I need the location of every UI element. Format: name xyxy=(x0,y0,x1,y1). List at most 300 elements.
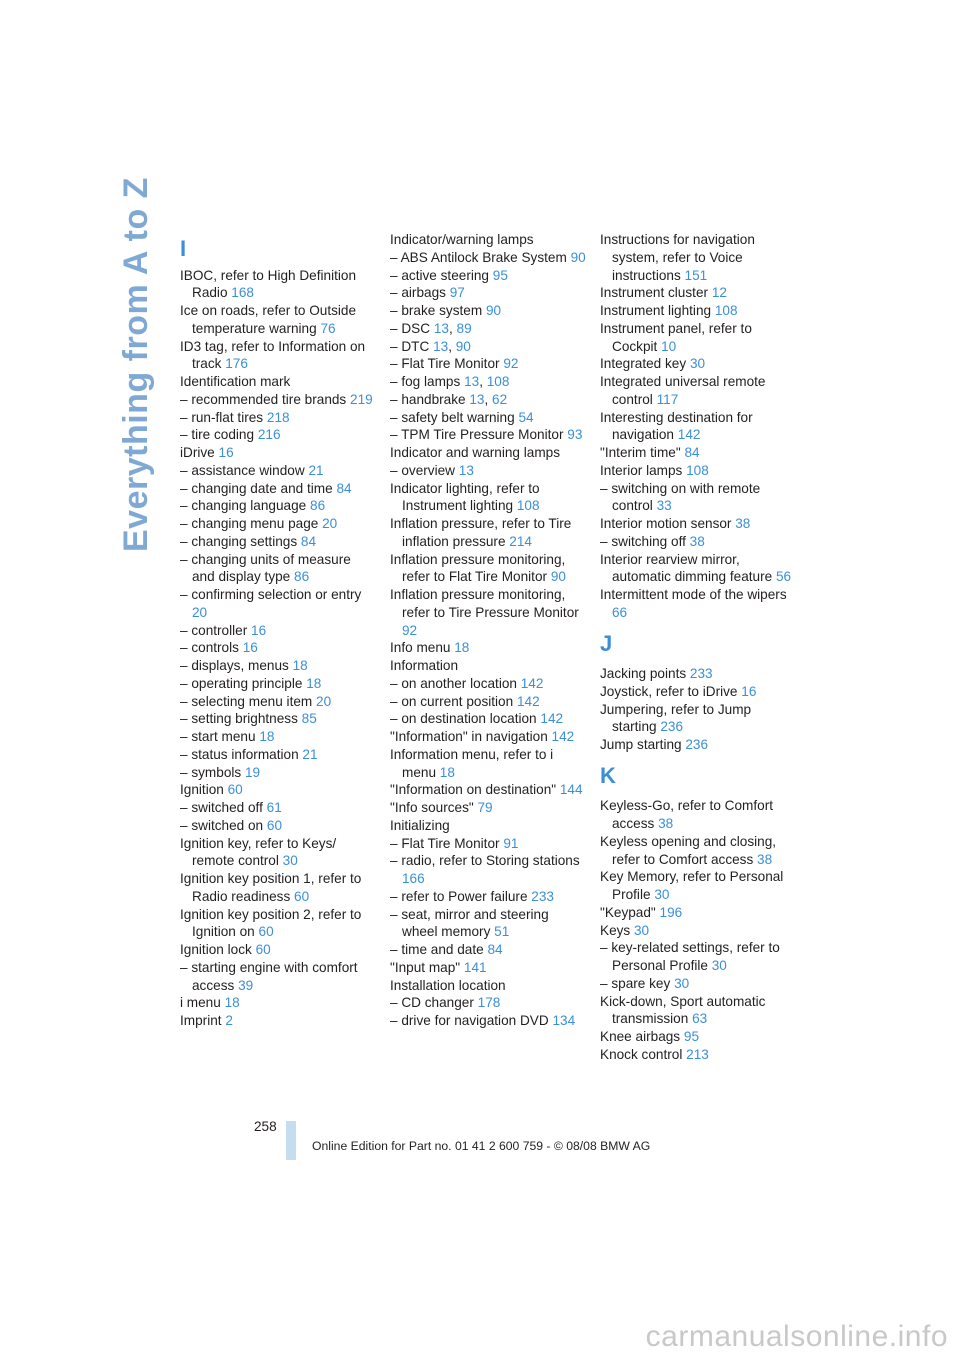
index-entry-text: Interior lamps xyxy=(600,462,687,478)
index-entry xyxy=(180,497,376,515)
index-entry-text: – refer to Power failure xyxy=(390,888,532,904)
page-reference-link[interactable]: 30 xyxy=(711,958,727,973)
index-entry-text: Ignition key position 2, refer to Ignition on xyxy=(180,906,362,940)
index-entry xyxy=(390,693,586,711)
index-entry xyxy=(390,1012,586,1030)
index-entry xyxy=(600,320,796,356)
index-entry-text: Jacking points xyxy=(600,666,690,681)
index-entry xyxy=(390,675,586,693)
page-reference-link[interactable]: 142 xyxy=(520,675,544,691)
page-reference-link[interactable]: 13 xyxy=(458,462,474,478)
index-entry-text: – ABS Antilock Brake System xyxy=(390,249,571,265)
page-reference-link[interactable]: 108 xyxy=(516,498,540,514)
index-entry-text: Inflation pressure monitoring, refer to Tire Pressure Monitor xyxy=(390,587,579,620)
index-entry xyxy=(600,462,796,480)
page-reference-link[interactable]: 30 xyxy=(282,853,298,869)
index-entry xyxy=(600,939,796,975)
index-entry-text: Instrument lighting xyxy=(600,303,715,318)
index-entry-text: – operating principle xyxy=(180,675,307,691)
index-entry xyxy=(390,959,586,977)
index-entry-text: – status information xyxy=(180,746,303,762)
index-entry-text: – overview xyxy=(390,462,459,478)
index-entry xyxy=(600,797,796,833)
page-reference-link[interactable]: 86 xyxy=(294,569,310,585)
index-entry xyxy=(600,409,796,445)
page-reference-link[interactable]: 16 xyxy=(251,622,267,638)
index-entry-text: – start menu xyxy=(180,729,260,744)
index-entry xyxy=(390,728,586,746)
page-reference-link[interactable]: 108 xyxy=(714,303,738,318)
index-entry xyxy=(600,736,796,754)
page-reference-link[interactable]: 93 xyxy=(567,427,583,443)
index-entry xyxy=(390,994,586,1012)
index-entry-text: – run-flat tires xyxy=(180,409,267,425)
index-entry-text: Key Memory, refer to Personal Profile xyxy=(600,869,784,902)
side-title-text: Everything from A to Z xyxy=(117,177,155,552)
index-entry-text: i menu xyxy=(180,995,225,1011)
index-entry-text: Indicator/warning lamps xyxy=(390,232,534,247)
page-reference-link[interactable]: 63 xyxy=(692,1011,708,1027)
index-entry xyxy=(180,409,376,427)
index-entry-text: – controls xyxy=(180,640,243,656)
page-reference-link[interactable]: 196 xyxy=(659,904,683,920)
index-entry-text: Installation location xyxy=(390,977,506,993)
page-reference-link[interactable]: 84 xyxy=(684,445,700,460)
page-reference-link[interactable]: 21 xyxy=(302,746,318,762)
index-entry xyxy=(600,665,796,683)
index-entry xyxy=(180,586,376,622)
index-entry-text: – changing language xyxy=(180,498,311,514)
index-entry-text: – changing date and time xyxy=(180,480,337,496)
index-entry-text: Ice on roads, refer to Outside temperature warning xyxy=(180,303,357,336)
page-reference-link[interactable]: 84 xyxy=(336,480,352,496)
page-reference-link[interactable]: 76 xyxy=(320,320,336,336)
index-entry-text: Interior rearview mirror, automatic dimming feature xyxy=(600,551,776,585)
page-reference-link[interactable]: 141 xyxy=(463,959,487,975)
page-reference-link[interactable]: 97 xyxy=(449,285,465,301)
index-entry: – DSC 13, 89 xyxy=(390,320,472,336)
index-entry-text: – key-related settings, refer to Personal Profile xyxy=(600,940,780,973)
index-entry-text: – seat, mirror and steering wheel memory xyxy=(390,906,549,940)
index-entry xyxy=(390,231,586,249)
page-reference-link[interactable]: 236 xyxy=(660,719,684,735)
page-reference-link[interactable]: 13 xyxy=(469,391,485,407)
index-entry-text: Instrument cluster xyxy=(600,285,712,301)
page-reference-link[interactable]: 92 xyxy=(503,356,519,372)
index-entry-text: – time and date xyxy=(390,942,488,957)
page-reference-link[interactable]: 19 xyxy=(244,764,261,780)
index-column-2 xyxy=(390,231,586,1030)
index-entry xyxy=(600,1046,796,1064)
index-entry xyxy=(180,657,376,675)
page-reference-link[interactable]: 60 xyxy=(255,942,271,957)
index-entry xyxy=(600,480,796,516)
index-entry-text: Knock control xyxy=(600,1046,687,1062)
page-reference-link[interactable]: 214 xyxy=(509,533,532,549)
page-number: 258 xyxy=(254,1119,277,1134)
index-entry xyxy=(180,515,376,533)
watermark: carmanualsonline.info xyxy=(645,1320,948,1353)
index-entry-text: Ignition xyxy=(180,782,228,798)
page-reference-link[interactable]: 168 xyxy=(231,285,254,301)
index-entry-text: – DSC xyxy=(390,320,434,336)
index-entry xyxy=(180,906,376,942)
index-entry-text: – brake system xyxy=(390,303,486,318)
index-entry xyxy=(390,409,586,427)
page-reference-link[interactable]: 178 xyxy=(477,995,501,1011)
index-entry xyxy=(180,799,376,817)
index-entry xyxy=(390,781,586,799)
page-reference-link[interactable]: 90 xyxy=(485,303,502,318)
side-title xyxy=(115,177,157,552)
page-reference-link[interactable]: 13 xyxy=(433,320,449,336)
index-entry-text: – fog lamps xyxy=(390,374,465,389)
page-reference-link[interactable]: 176 xyxy=(225,356,248,372)
page-reference-link[interactable]: 95 xyxy=(683,1029,700,1044)
index-entry xyxy=(180,338,376,374)
index-entry xyxy=(390,746,586,782)
index-entry-text: "Information" in navigation xyxy=(390,729,552,744)
index-entry-text: Jump starting xyxy=(600,737,686,752)
index-entry-text: "Info sources" xyxy=(390,800,478,815)
index-entry xyxy=(180,480,376,498)
index-entry xyxy=(600,922,796,940)
page-reference-link[interactable]: 151 xyxy=(684,267,708,283)
index-entry xyxy=(180,426,376,444)
index-entry-text: "Keypad" xyxy=(600,904,660,920)
index-entry xyxy=(600,868,796,904)
index-entry xyxy=(390,302,586,320)
page-reference-link[interactable]: 84 xyxy=(487,942,503,957)
page-reference-link[interactable]: 86 xyxy=(310,498,326,514)
page-reference-link[interactable]: 16 xyxy=(741,683,757,699)
index-entry-text: Initializing xyxy=(390,817,450,833)
page-reference-link[interactable]: 218 xyxy=(266,409,290,425)
index-entry xyxy=(180,302,376,338)
index-entry xyxy=(600,515,796,533)
index-entry xyxy=(390,586,586,639)
index-entry xyxy=(180,941,376,959)
index-letter-heading: J xyxy=(600,630,613,656)
page-reference-link[interactable]: 38 xyxy=(658,816,674,831)
index-entry xyxy=(600,701,796,737)
page-reference-link[interactable]: 61 xyxy=(266,800,282,815)
index-entry xyxy=(600,373,796,409)
index-letter-heading: K xyxy=(600,762,616,788)
index-entry xyxy=(600,833,796,869)
index-entry xyxy=(600,284,796,302)
page-reference-link[interactable]: 60 xyxy=(258,924,274,940)
index-entry xyxy=(180,994,376,1012)
page-reference-link[interactable]: 216 xyxy=(257,427,281,443)
page-reference-link[interactable]: 18 xyxy=(454,640,470,656)
page-reference-link[interactable]: 91 xyxy=(503,835,519,851)
page-reference-link[interactable]: 233 xyxy=(689,666,713,681)
index-entry xyxy=(600,1028,796,1046)
index-entry: – fog lamps 13, 108 xyxy=(390,374,510,389)
page-reference-link[interactable]: 10 xyxy=(661,338,677,354)
page-reference-link[interactable]: 84 xyxy=(300,533,317,549)
page-reference-link[interactable]: 142 xyxy=(677,427,701,443)
index-entry-text: – recommended tire brands xyxy=(180,391,351,407)
index-entry xyxy=(180,693,376,711)
index-entry-text: Knee airbags xyxy=(600,1029,684,1044)
index-entry-text: – switching on with remote control xyxy=(600,480,761,514)
index-entry-text: – active steering xyxy=(390,267,493,283)
index-entry-text: Intermittent mode of the wipers xyxy=(600,587,787,602)
index-entry xyxy=(180,551,376,587)
page-reference-link[interactable]: 38 xyxy=(757,851,773,867)
index-entry xyxy=(180,781,376,799)
page-reference-link[interactable]: 18 xyxy=(292,658,308,673)
page-reference-link[interactable]: 166 xyxy=(402,871,425,886)
index-entry xyxy=(390,267,586,285)
index-entry-text: iDrive xyxy=(180,445,219,460)
index-entry-text: – handbrake xyxy=(390,391,470,407)
page-reference-link[interactable]: 142 xyxy=(516,693,540,709)
page-reference-link[interactable]: 142 xyxy=(551,729,575,744)
index-entry-text: – Flat Tire Monitor xyxy=(390,356,504,372)
index-entry-text: Indicator lighting, refer to Instrument lighting xyxy=(390,480,540,514)
index-entry-text: – switching off xyxy=(600,533,690,549)
index-entry-text: Keys xyxy=(600,922,634,938)
page-reference-link[interactable]: 236 xyxy=(685,737,709,752)
index-entry-text: – Flat Tire Monitor xyxy=(390,835,504,851)
page-reference-link[interactable]: 85 xyxy=(301,711,317,727)
index-entry: – DTC 13, 90 xyxy=(390,338,471,354)
index-entry-text: – spare key xyxy=(600,975,675,991)
index-entry-text: – tire coding xyxy=(180,427,258,443)
page-reference-link[interactable]: 16 xyxy=(218,445,234,460)
index-entry xyxy=(180,267,376,303)
index-entry xyxy=(600,975,796,993)
footer-bar xyxy=(286,1121,296,1160)
index-entry-text: – changing settings xyxy=(180,533,301,549)
page-reference-link[interactable]: 60 xyxy=(266,817,283,833)
index-entry-text: – on another location xyxy=(390,675,521,691)
page-reference-link[interactable]: 39 xyxy=(238,977,254,993)
page-reference-link[interactable]: 18 xyxy=(224,995,240,1011)
index-entry-text: Info menu xyxy=(390,640,455,656)
index-entry xyxy=(180,533,376,551)
index-entry: – handbrake 13, 62 xyxy=(390,391,508,407)
index-entry-text: ID3 tag, refer to Information on track xyxy=(180,338,366,372)
index-entry xyxy=(390,977,586,995)
index-entry-text: – CD changer xyxy=(390,995,478,1011)
index-entry-text: – drive for navigation DVD xyxy=(390,1013,553,1028)
page-reference-link[interactable]: 20 xyxy=(322,516,338,531)
index-entry xyxy=(180,870,376,906)
index-entry-text: Information xyxy=(390,658,459,673)
page-reference-link[interactable]: 30 xyxy=(634,922,650,938)
index-entry-text: – assistance window xyxy=(180,462,309,478)
index-entry-text: IBOC, refer to High Definition Radio xyxy=(180,267,357,301)
index-entry-text: Keyless-Go, refer to Comfort access xyxy=(600,798,773,831)
index-entry-text: Integrated universal remote control xyxy=(600,374,766,407)
index-entry xyxy=(390,551,586,587)
index-entry xyxy=(390,888,586,906)
index-entry xyxy=(180,728,376,746)
index-entry-text: Interesting destination for navigation xyxy=(600,409,753,443)
index-entry-text: Ignition key, refer to Keys/ remote control xyxy=(180,835,337,869)
index-entry xyxy=(390,444,586,462)
index-entry xyxy=(390,906,586,942)
index-entry-text: Inflation pressure monitoring, refer to Flat Tire Monitor xyxy=(390,551,566,585)
index-entry xyxy=(390,515,586,551)
index-entry xyxy=(390,941,586,959)
index-entry xyxy=(390,462,586,480)
index-entry-text: – confirming selection or entry xyxy=(180,587,362,602)
page-reference-link[interactable]: 18 xyxy=(259,729,275,744)
index-entry-text: – symbols xyxy=(180,764,245,780)
index-entry-text: – starting engine with comfort access xyxy=(180,959,358,993)
index-entry xyxy=(600,551,796,587)
page-reference-link[interactable]: 16 xyxy=(242,640,258,656)
page-reference-link[interactable]: 38 xyxy=(735,516,751,531)
index-entry xyxy=(180,675,376,693)
page-reference-link[interactable]: 12 xyxy=(711,285,727,301)
index-entry xyxy=(390,710,586,728)
index-entry xyxy=(180,1012,376,1030)
index-entry xyxy=(180,639,376,657)
index-entry xyxy=(600,355,796,373)
index-column-1 xyxy=(180,231,376,1030)
index-entry-text: Instructions for navigation system, refer to Voice instructions xyxy=(600,232,755,283)
page-reference-link[interactable]: 30 xyxy=(674,975,690,991)
index-entry xyxy=(390,284,586,302)
page-reference-link[interactable]: 108 xyxy=(486,374,510,389)
index-entry-text: Ignition key position 1, refer to Radio readiness xyxy=(180,871,362,904)
index-entry xyxy=(180,959,376,995)
index-entry xyxy=(390,639,586,657)
index-entry xyxy=(390,657,586,675)
index-entry xyxy=(600,993,796,1029)
index-entry xyxy=(180,391,376,409)
index-entry xyxy=(600,683,796,701)
index-entry-text: – changing units of measure and display type xyxy=(180,551,351,585)
page-reference-link[interactable]: 92 xyxy=(402,622,418,638)
index-entry xyxy=(180,817,376,835)
index-letter-heading: I xyxy=(180,236,187,261)
index-entry-text: Keyless opening and closing, refer to Comfort access xyxy=(600,833,777,867)
page-reference-link[interactable]: 38 xyxy=(689,533,705,549)
page-reference-link[interactable]: 134 xyxy=(552,1013,576,1028)
page-reference-link[interactable]: 51 xyxy=(494,924,510,940)
index-entry-text: – safety belt warning xyxy=(390,409,519,425)
page-reference-link[interactable]: 18 xyxy=(439,764,455,780)
page-reference-link[interactable]: 21 xyxy=(308,462,324,478)
index-entry xyxy=(390,852,586,888)
index-entry-text: Imprint xyxy=(180,1013,226,1028)
page-reference-link[interactable]: 219 xyxy=(350,391,373,407)
index-entry xyxy=(180,373,376,391)
page-reference-link[interactable]: 90 xyxy=(455,338,471,354)
page-reference-link[interactable]: 108 xyxy=(686,462,709,478)
index-entry xyxy=(180,764,376,782)
page-reference-link[interactable]: 79 xyxy=(477,800,493,815)
index-entry-text: Joystick, refer to iDrive xyxy=(600,683,742,699)
page-reference-link[interactable]: 20 xyxy=(316,693,332,709)
page-reference-link[interactable]: 30 xyxy=(654,887,670,902)
index-entry-text: "Input map" xyxy=(390,959,464,975)
index-entry xyxy=(390,799,586,817)
index-entry xyxy=(390,480,586,516)
index-entry xyxy=(390,355,586,373)
page-reference-link[interactable]: 117 xyxy=(656,391,679,407)
index-entry-text: Indicator and warning lamps xyxy=(390,445,561,460)
index-entry-text: "Information on destination" xyxy=(390,782,560,798)
index-entry-text: Information menu, refer to i menu xyxy=(390,746,554,780)
index-entry xyxy=(180,462,376,480)
index-entry-text: Integrated key xyxy=(600,356,690,372)
index-entry xyxy=(390,817,586,835)
index-entry xyxy=(390,249,586,267)
page-reference-link[interactable]: 89 xyxy=(456,320,472,336)
page-reference-link[interactable]: 144 xyxy=(559,782,583,798)
index-entry-text: – setting brightness xyxy=(180,711,302,727)
page-reference-link[interactable]: 56 xyxy=(775,569,792,585)
index-entry-text: – selecting menu item xyxy=(180,693,317,709)
index-entry xyxy=(390,835,586,853)
index-column-3 xyxy=(600,231,796,1064)
page-reference-link[interactable]: 54 xyxy=(518,409,534,425)
index-entry-text: – changing menu page xyxy=(180,516,323,531)
index-entry xyxy=(600,302,796,320)
page-reference-link[interactable]: 18 xyxy=(306,675,322,691)
page-reference-link[interactable]: 2 xyxy=(225,1013,233,1028)
page-reference-link[interactable]: 213 xyxy=(686,1046,709,1062)
footer-text: Online Edition for Part no. 01 41 2 600 759 - © 08/08 BMW AG xyxy=(312,1139,651,1153)
index-entry-text: Identification mark xyxy=(180,374,291,389)
page-reference-link[interactable]: 90 xyxy=(550,569,566,585)
page-reference-link[interactable]: 30 xyxy=(689,356,706,372)
page-reference-link[interactable]: 233 xyxy=(531,888,554,904)
index-entry-text: – DTC xyxy=(390,338,434,354)
page-reference-link[interactable]: 66 xyxy=(612,604,628,620)
index-entry xyxy=(180,835,376,871)
page-reference-link[interactable]: 95 xyxy=(492,267,508,283)
index-entry-text: – TPM Tire Pressure Monitor xyxy=(390,427,568,443)
index-entry-text: – controller xyxy=(180,622,252,638)
index-entry xyxy=(180,444,376,462)
index-entry xyxy=(600,444,796,462)
page-reference-link[interactable]: 62 xyxy=(492,391,508,407)
index-entry xyxy=(180,622,376,640)
page-reference-link[interactable]: 142 xyxy=(540,711,564,727)
index-entry-text: – on destination location xyxy=(390,711,541,727)
index-entry xyxy=(180,710,376,728)
index-entry-text: – airbags xyxy=(390,285,450,301)
page-reference-link[interactable]: 13 xyxy=(464,374,480,389)
index-entry xyxy=(600,586,796,622)
page-reference-link[interactable]: 60 xyxy=(227,782,243,798)
page-reference-link[interactable]: 13 xyxy=(433,338,449,354)
index-entry-text: Jumpering, refer to Jump starting xyxy=(600,701,752,735)
page-reference-link[interactable]: 60 xyxy=(294,888,310,904)
index-entry-text: – displays, menus xyxy=(180,658,293,673)
index-entry xyxy=(180,746,376,764)
index-entry-text: Interior motion sensor xyxy=(600,516,736,531)
index-entry-text: "Interim time" xyxy=(600,445,685,460)
page-reference-link[interactable]: 20 xyxy=(192,604,208,620)
page-reference-link[interactable]: 33 xyxy=(656,498,672,514)
index-entry-text: – switched off xyxy=(180,800,267,815)
index-entry-text: Ignition lock xyxy=(180,942,256,957)
index-entry xyxy=(600,231,796,284)
index-entry xyxy=(390,426,586,444)
page-reference-link[interactable]: 90 xyxy=(570,249,586,265)
index-entry-text: – on current position xyxy=(390,693,517,709)
